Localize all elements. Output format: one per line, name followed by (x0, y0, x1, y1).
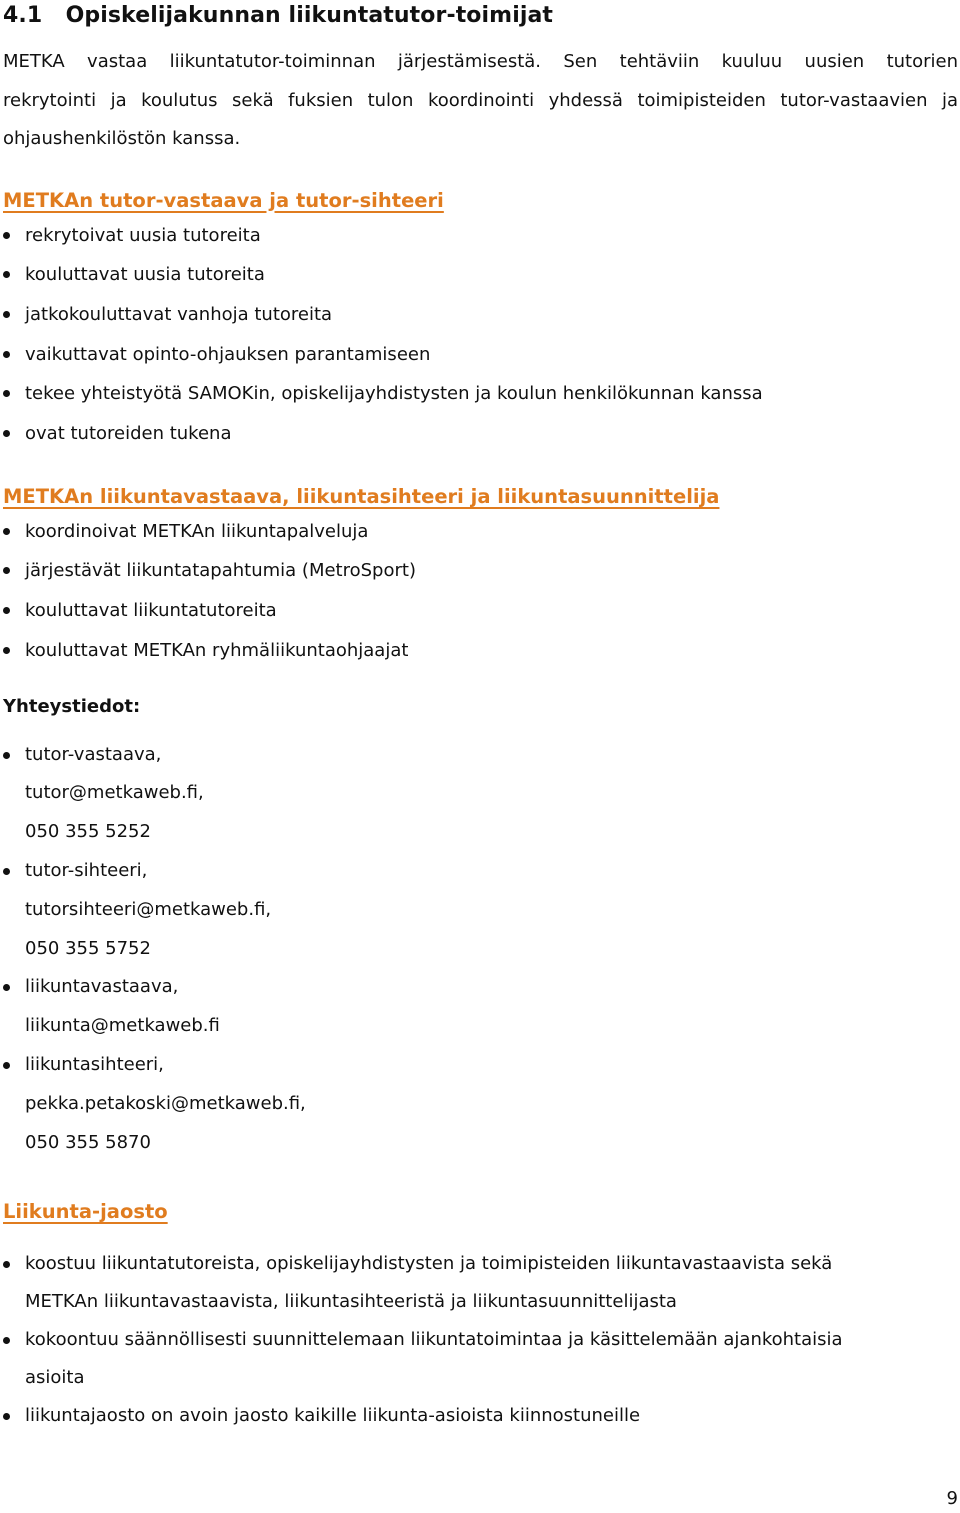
contacts-list (3, 736, 960, 1163)
page-number: 9 (946, 1488, 958, 1509)
list-item (3, 295, 960, 335)
list-item-text: järjestävät liikuntatapahtumia (MetroSport) (25, 560, 416, 582)
bullet-icon (3, 1337, 10, 1344)
bullet-icon (3, 1413, 10, 1420)
list-item (3, 1245, 937, 1321)
list-item-text: jatkokouluttavat vanhoja tutoreita (25, 303, 333, 325)
contact-phone: 050 355 5752 (25, 937, 151, 959)
intro-line: METKA vastaa liikuntatutor-toiminnan järjestämisestä. Sen tehtäviin kuuluu uusien tutorien (3, 51, 958, 72)
section-title-tutor: METKAn tutor-vastaava ja tutor-sihteeri (3, 188, 444, 212)
chapter-title: Opiskelijakunnan liikuntatutor-toimijat (65, 3, 554, 28)
chapter-number: 4.1 (3, 3, 43, 28)
list-item-text: rekrytoivat uusia tutoreita (25, 224, 261, 246)
contact-email-link[interactable]: tutor@metkaweb.fi, (25, 782, 204, 804)
chapter-heading (3, 0, 960, 31)
contact-phone: 050 355 5870 (25, 1131, 151, 1153)
list-item-text: ovat tutoreiden tukena (25, 423, 232, 445)
list-item (3, 335, 960, 375)
contact-role: tutor-vastaava, (25, 743, 162, 765)
bullet-icon (3, 1261, 10, 1268)
tutor-duties-list (3, 216, 960, 454)
contact-entry (3, 736, 960, 852)
bullet-icon (3, 868, 10, 875)
list-item-text: kokoontuu säännöllisesti suunnittelemaan liikuntatoimintaa ja käsittelemään ajankohtaisia (25, 1329, 843, 1351)
contact-role: tutor-sihteeri, (25, 859, 148, 881)
contact-entry (3, 968, 960, 1046)
list-item-text: koostuu liikuntatutoreista, opiskelijayhdistysten ja toimipisteiden liikuntavastaavista sekä (25, 1253, 833, 1275)
list-item (3, 414, 960, 454)
contact-phone: 050 355 5252 (25, 821, 151, 843)
list-item (3, 591, 960, 631)
contact-email-link[interactable]: pekka.petakoski@metkaweb.fi, (25, 1092, 306, 1114)
bullet-icon (3, 430, 10, 437)
section-title-jaosto: Liikunta-jaosto (3, 1200, 168, 1224)
bullet-icon (3, 984, 10, 991)
list-item-text: liikuntajaosto on avoin jaosto kaikille liikunta-asioista kiinnostuneille (25, 1405, 641, 1427)
list-item-text: kouluttavat METKAn ryhmäliikuntaohjaajat (25, 639, 409, 661)
contact-role: liikuntavastaava, (25, 976, 179, 998)
contact-entry (3, 1046, 960, 1162)
list-item-text: kouluttavat liikuntatutoreita (25, 600, 277, 622)
list-item (3, 374, 960, 414)
list-item (3, 216, 960, 256)
bullet-icon (3, 271, 10, 278)
bullet-icon (3, 390, 10, 397)
list-item (3, 631, 960, 671)
contact-role: liikuntasihteeri, (25, 1053, 164, 1075)
jaosto-list (3, 1245, 960, 1435)
bullet-icon (3, 232, 10, 239)
list-item (3, 1397, 937, 1435)
liikunta-duties-list (3, 512, 960, 671)
bullet-icon (3, 311, 10, 318)
contact-email-link[interactable]: tutorsihteeri@metkaweb.fi, (25, 898, 272, 920)
bullet-icon (3, 752, 10, 759)
list-item (3, 512, 960, 552)
contact-entry (3, 852, 960, 968)
list-item-text: vaikuttavat opinto-ohjauksen parantamiseen (25, 343, 431, 365)
list-item-text: tekee yhteistyötä SAMOKin, opiskelijayhdistysten ja koulun henkilökunnan kanssa (25, 383, 763, 405)
bullet-icon (3, 607, 10, 614)
bullet-icon (3, 567, 10, 574)
list-item-text: METKAn liikuntavastaavista, liikuntasihteeristä ja liikuntasuunnittelijasta (25, 1291, 677, 1313)
intro-line: ohjaushenkilöstön kanssa. (3, 128, 241, 149)
contact-email-link[interactable]: liikunta@metkaweb.fi (25, 1015, 220, 1037)
list-item (3, 255, 960, 295)
list-item-text: koordinoivat METKAn liikuntapalveluja (25, 520, 369, 542)
list-item (3, 551, 960, 591)
list-item (3, 1321, 937, 1397)
section-title-liikunta: METKAn liikuntavastaava, liikuntasihteeri ja liikuntasuunnittelija (3, 484, 720, 508)
intro-paragraph (3, 43, 958, 159)
bullet-icon (3, 351, 10, 358)
list-item-text: kouluttavat uusia tutoreita (25, 264, 265, 286)
bullet-icon (3, 528, 10, 535)
intro-line: rekrytointi ja koulutus sekä fuksien tulon koordinointi yhdessä toimipisteiden tutor-vastaavien ja (3, 89, 958, 111)
bullet-icon (3, 647, 10, 654)
contacts-title: Yhteystiedot: (3, 695, 141, 717)
list-item-text: asioita (25, 1367, 85, 1389)
bullet-icon (3, 1062, 10, 1069)
